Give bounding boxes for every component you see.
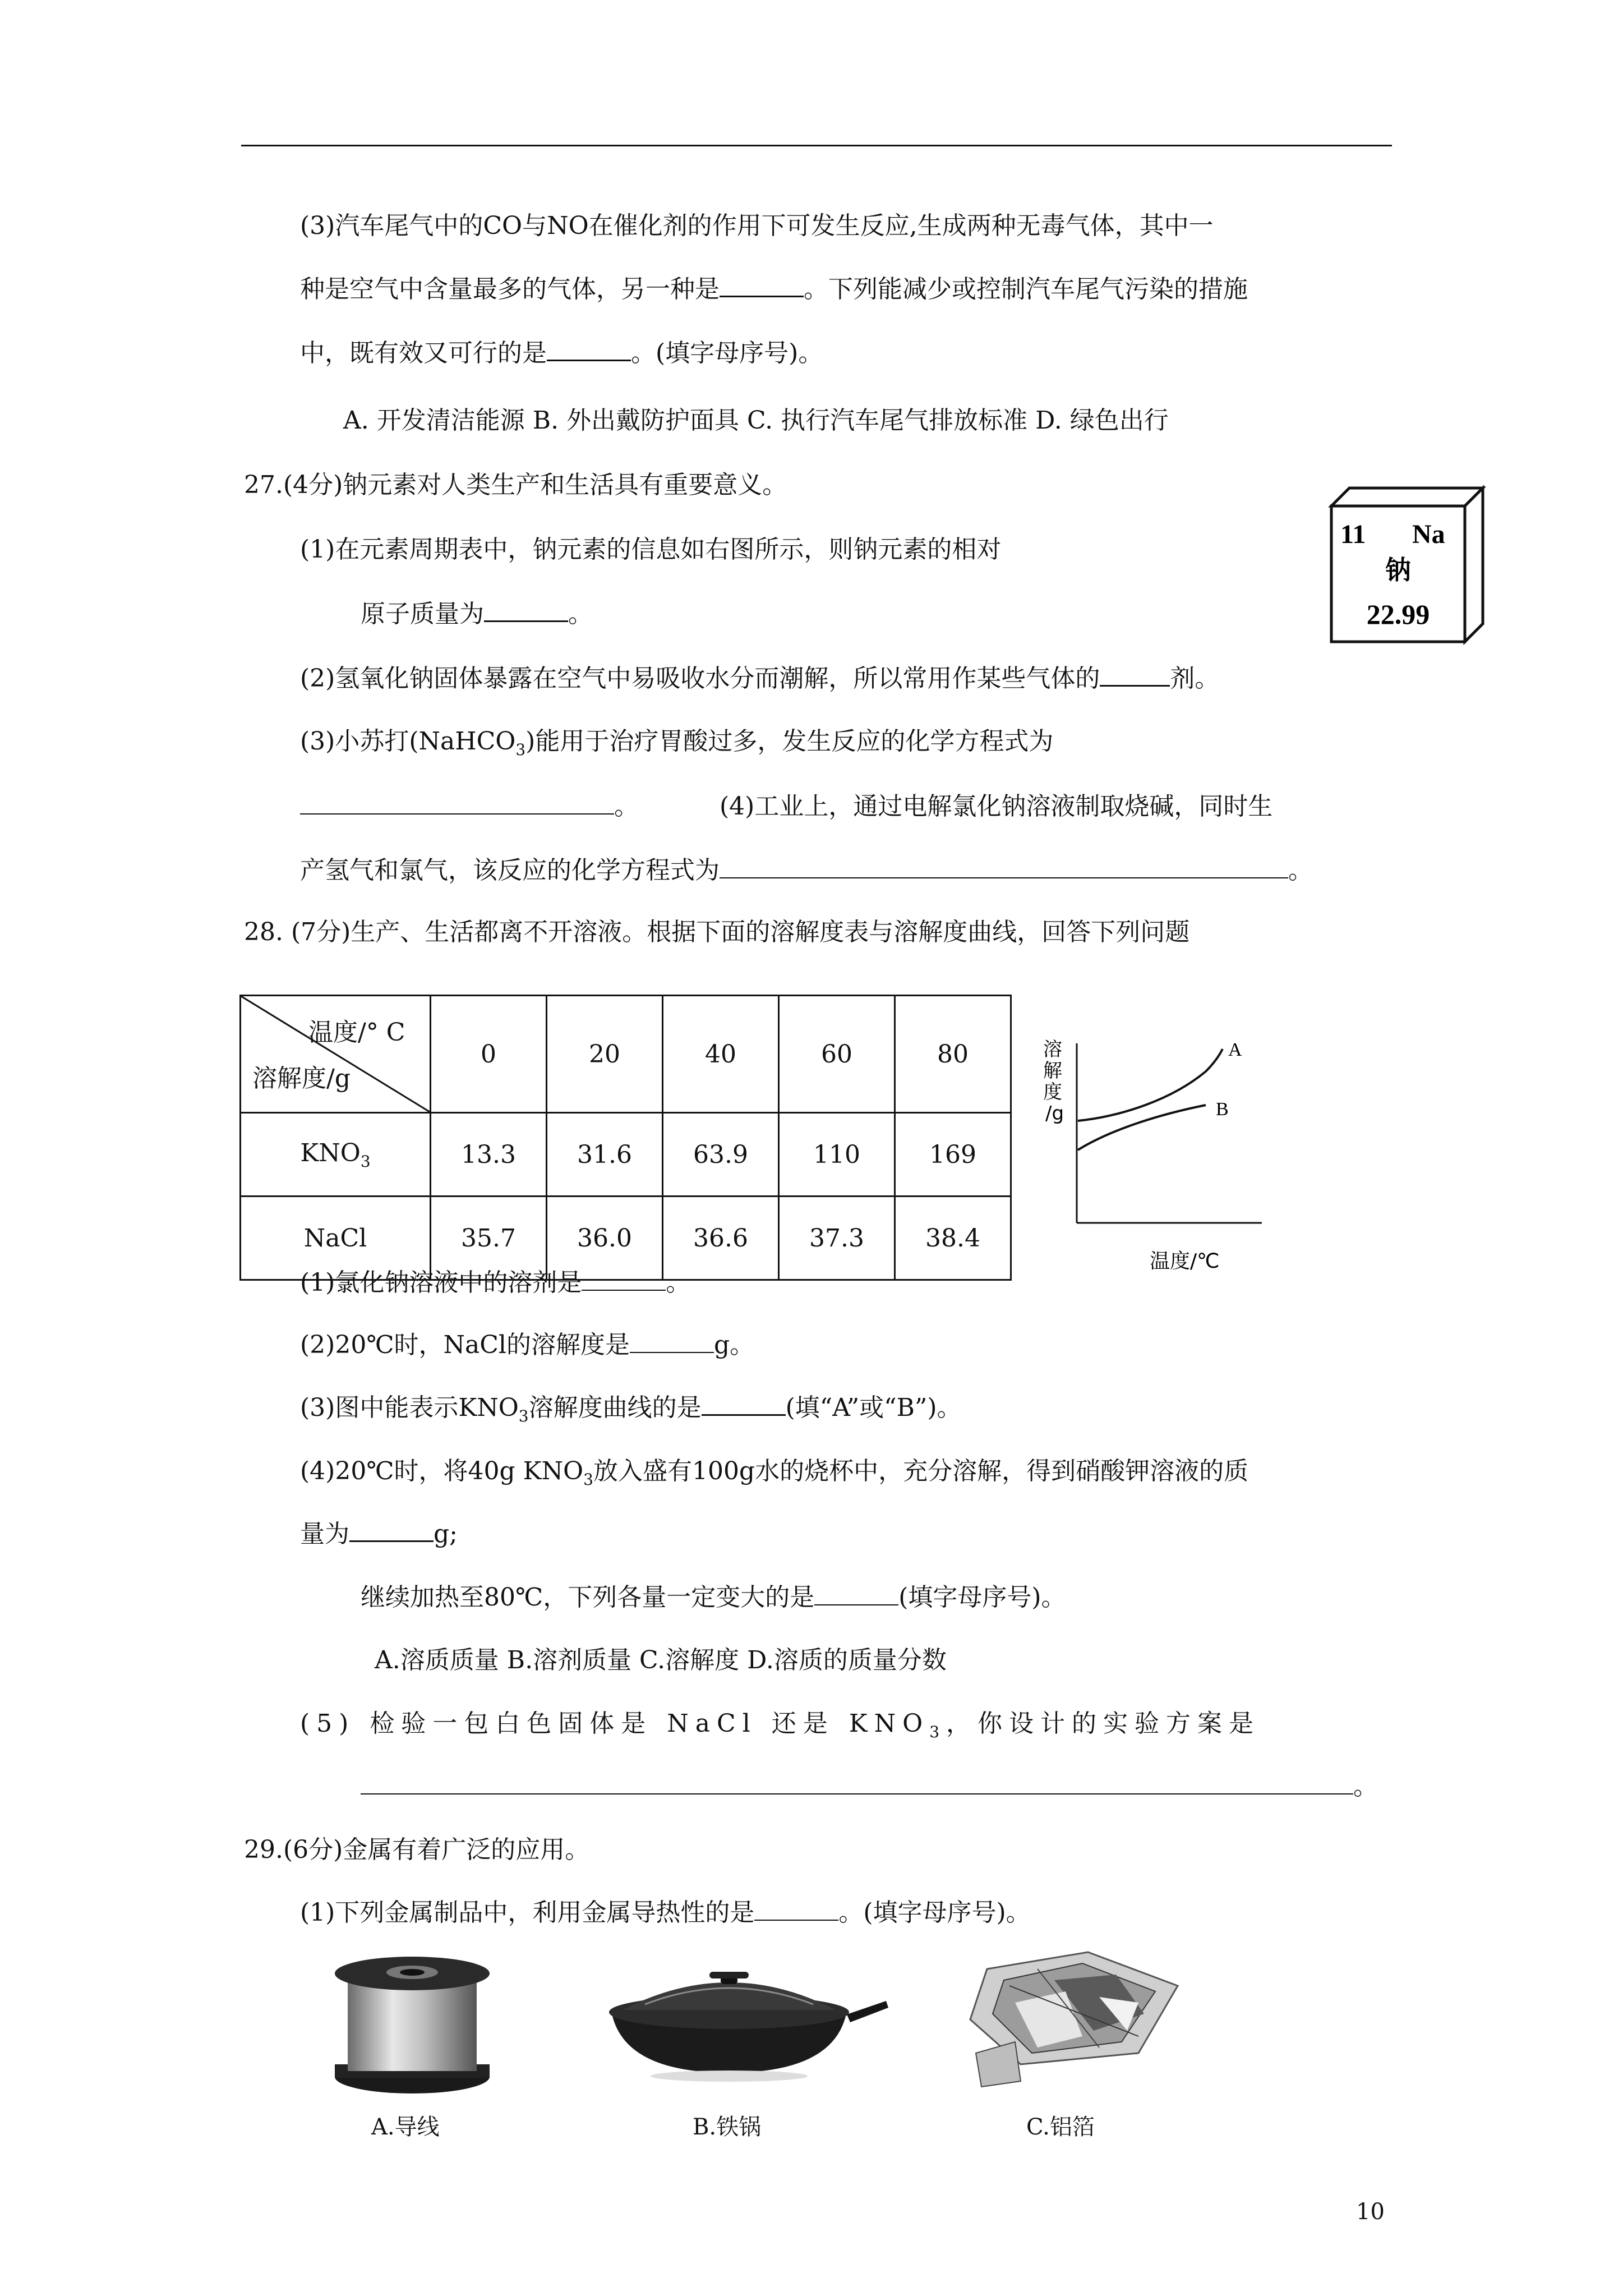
header-rule — [241, 145, 1392, 146]
table-cell: 31.6 — [547, 1113, 663, 1197]
svg-text:溶: 溶 — [1043, 1038, 1062, 1061]
q28-5-line1: (5) 检验一包白色固体是 NaCl 还是 $KNO_3$，你设计的实验方案是 — [300, 1709, 1261, 1741]
answer-blank[interactable] — [361, 1771, 1353, 1795]
element-number: 11 — [1340, 519, 1366, 549]
q28-4-options: A.溶质质量 B.溶剂质量 C.溶解度 D.溶质的质量分数 — [375, 1646, 947, 1674]
q26-3-line3: 中，既有效又可行的是 。(填字母序号)。 — [300, 337, 823, 370]
svg-text:/g: /g — [1045, 1102, 1064, 1125]
q27-4-line2: 产氢气和氯气，该反应的化学方程式为 。 — [300, 856, 1313, 885]
q27-2: (2)氢氧化钠固体暴露在空气中易吸收水分而潮解，所以常用作某些气体的 剂。 — [300, 662, 1219, 696]
q27-1-line2: 原子质量为 。 — [361, 597, 593, 631]
table-cell: 169 — [895, 1113, 1011, 1197]
y-axis-label — [1043, 1038, 1064, 1125]
answer-blank[interactable] — [720, 273, 804, 297]
header-temp-label: 温度/° C — [308, 1018, 405, 1047]
temp-header-cell: 20 — [547, 996, 663, 1113]
answer-blank[interactable] — [582, 1267, 666, 1291]
wire-spool-image — [331, 1952, 494, 2104]
answer-blank[interactable] — [300, 791, 614, 815]
q28-2: (2)20℃时，NaCl的溶解度是 g。 — [300, 1331, 755, 1359]
svg-text:度: 度 — [1043, 1081, 1062, 1103]
q28-4-line3: 继续加热至80℃，下列各量一定变大的是 (填字母序号)。 — [361, 1583, 1066, 1612]
table-corner-header — [241, 996, 431, 1113]
q27-1-line1: (1)在元素周期表中，钠元素的信息如右图所示，则钠元素的相对 — [300, 535, 1002, 564]
answer-blank[interactable] — [1100, 662, 1170, 687]
q28-5-line2: 。 — [361, 1770, 1378, 1803]
table-cell: 110 — [779, 1113, 895, 1197]
row-label-nacl: NaCl — [241, 1197, 431, 1280]
page-number: 10 — [1356, 2199, 1385, 2225]
q26-3-line1: (3)汽车尾气中的CO与NO在催化剂的作用下可发生反应,生成两种无毒气体，其中一 — [300, 211, 1214, 240]
q28-title: 28. (7分)生产、生活都离不开溶液。根据下面的溶解度表与溶解度曲线，回答下列问题 — [244, 918, 1190, 946]
row-label-kno3: $KNO_3$ — [241, 1113, 431, 1197]
caption-wire: A.导线 — [371, 2114, 440, 2140]
caption-wok: B.铁锅 — [693, 2114, 762, 2140]
table-cell: 36.6 — [663, 1197, 779, 1280]
table-cell: 63.9 — [663, 1113, 779, 1197]
table-cell: 13.3 — [431, 1113, 547, 1197]
header-solubility-label: 溶解度/g — [252, 1064, 351, 1093]
element-symbol: Na — [1412, 519, 1445, 549]
solubility-curve-chart — [1038, 1032, 1273, 1279]
answer-blank[interactable] — [814, 1582, 898, 1605]
q27-title: 27.(4分)钠元素对人类生产和生活具有重要意义。 — [244, 471, 787, 499]
q28-4-line2: 量为 g; — [300, 1517, 458, 1551]
answer-blank[interactable] — [630, 1329, 714, 1353]
answer-blank[interactable] — [547, 337, 631, 361]
answer-blank[interactable] — [754, 1897, 838, 1921]
curve-b — [1078, 1105, 1206, 1150]
table-cell: 36.0 — [547, 1197, 663, 1280]
q27-3-line2: 。 (4)工业上，通过电解氯化钠溶液制取烧碱，同时生 — [300, 790, 1272, 823]
q29-1: (1)下列金属制品中，利用金属导热性的是 。(填字母序号)。 — [300, 1898, 1031, 1927]
answer-blank[interactable] — [702, 1392, 786, 1416]
table-row — [241, 1113, 1011, 1197]
caption-foil: C.铝箔 — [1026, 2114, 1095, 2140]
table-cell: 38.4 — [895, 1197, 1011, 1280]
q26-3-line2: 种是空气中含量最多的气体，另一种是 。下列能减少或控制汽车尾气污染的措施 — [300, 273, 1248, 306]
curve-a-label: A — [1228, 1039, 1242, 1060]
temp-header-cell: 40 — [663, 996, 779, 1113]
q27-3-line1: (3)小苏打(NaHCO$_3$)能用于治疗胃酸过多，发生反应的化学方程式为 — [300, 727, 1054, 759]
table-cell: 37.3 — [779, 1197, 895, 1280]
answer-blank[interactable] — [484, 598, 568, 622]
sodium-element-tile — [1328, 484, 1486, 646]
curve-b-label: B — [1216, 1099, 1229, 1120]
q28-1: (1)氯化钠溶液中的溶剂是 。 — [300, 1268, 691, 1297]
temp-header-cell: 80 — [895, 996, 1011, 1113]
answer-blank[interactable] — [720, 855, 1288, 878]
curve-a — [1078, 1049, 1223, 1121]
solubility-table — [239, 995, 1012, 1281]
element-mass: 22.99 — [1366, 599, 1430, 630]
table-cell: 35.7 — [431, 1197, 547, 1280]
wok-image — [600, 1961, 892, 2084]
svg-text:解: 解 — [1043, 1060, 1062, 1082]
element-name: 钠 — [1385, 555, 1411, 585]
q29-title: 29.(6分)金属有着广泛的应用。 — [244, 1835, 590, 1864]
q28-4-line1: (4)20℃时，将40g $KNO_3$放入盛有100g水的烧杯中，充分溶解，得到硝酸钾溶液的质 — [300, 1457, 1249, 1489]
q28-3: (3)图中能表示$KNO_3$溶解度曲线的是 (填“A”或“B”)。 — [300, 1391, 962, 1433]
x-axis-label: 温度/℃ — [1150, 1250, 1220, 1273]
temp-header-cell: 0 — [431, 996, 547, 1113]
q26-3-options: A. 开发清洁能源 B. 外出戴防护面具 C. 执行汽车尾气排放标准 D. 绿色出行 — [343, 406, 1169, 435]
aluminum-foil-image — [953, 1947, 1195, 2092]
answer-blank[interactable] — [349, 1518, 434, 1542]
temp-header-cell: 60 — [779, 996, 895, 1113]
